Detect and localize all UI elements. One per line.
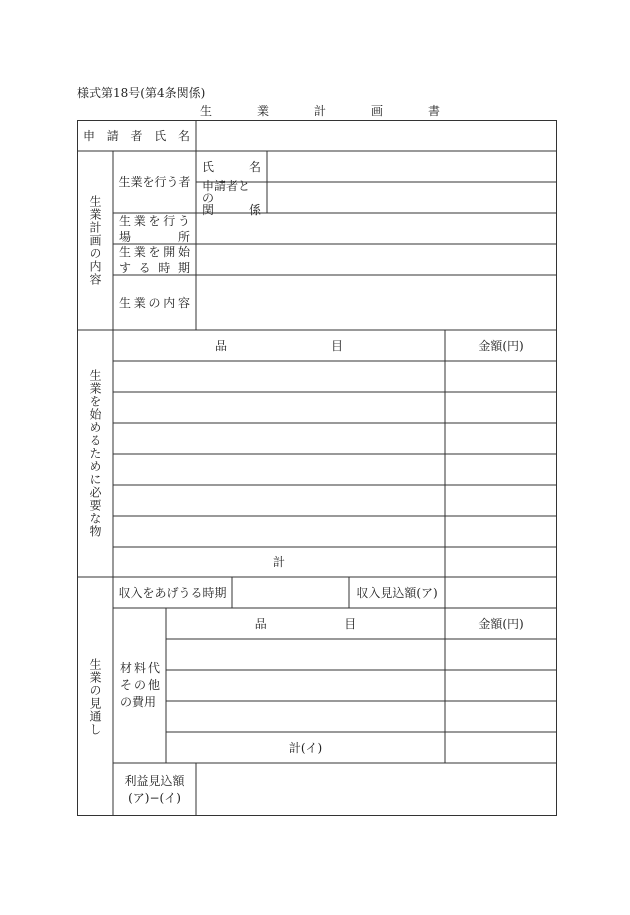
business-place-field[interactable]	[196, 213, 557, 244]
income-period-field[interactable]	[232, 577, 349, 608]
label-char: 生	[119, 213, 132, 228]
profit-estimate-field[interactable]	[196, 763, 557, 816]
label-char: る	[138, 260, 151, 275]
label-char: 申	[83, 128, 96, 143]
applicant-name-label	[77, 120, 196, 151]
applicant-name-field[interactable]	[196, 120, 557, 151]
business-place-label	[113, 213, 196, 244]
needs-amount-field[interactable]	[445, 454, 557, 485]
cost-amount-field[interactable]	[445, 670, 557, 701]
relation-field[interactable]	[267, 182, 557, 213]
cost-amount-field[interactable]	[445, 701, 557, 732]
label-char: 場	[119, 229, 132, 244]
title-char: 計	[313, 104, 326, 118]
label-char: 関	[202, 202, 215, 217]
label-char: 係	[248, 202, 261, 217]
label-char: 品	[254, 616, 267, 631]
cost-total-field[interactable]	[445, 732, 557, 763]
start-line1	[119, 246, 190, 258]
materials-line: の費用	[120, 695, 157, 709]
place-line1	[119, 215, 190, 227]
needs-item-field[interactable]	[113, 454, 445, 485]
needs-item-field[interactable]	[113, 361, 445, 392]
document-title	[200, 102, 440, 120]
label-char: 目	[330, 338, 343, 353]
label-char: 容	[177, 295, 190, 310]
title-char: 生	[200, 104, 213, 118]
needs-amount-field[interactable]	[445, 485, 557, 516]
outlook-section-label: 生業の見通し	[88, 657, 102, 736]
label-char: の	[148, 295, 161, 310]
label-char: 品	[214, 338, 227, 353]
label-char: 生	[119, 295, 132, 310]
needs-item-field[interactable]	[113, 423, 445, 454]
label-char: を	[148, 244, 161, 259]
materials-line: 材料代	[120, 661, 163, 675]
label-char: を	[148, 213, 161, 228]
income-period-label: 収入をあげうる時期	[118, 585, 227, 600]
needs-item-field[interactable]	[113, 392, 445, 423]
label-char: 所	[177, 229, 190, 244]
relation-label	[196, 178, 267, 217]
label-char: 期	[177, 260, 190, 275]
title-char: 画	[370, 104, 383, 118]
outlook-amount-header: 金額(円)	[478, 616, 524, 631]
relation-line1: 申請者との	[202, 178, 251, 205]
form-reference: 様式第18号(第4条関係)	[77, 86, 206, 100]
label-char: 行	[163, 213, 176, 228]
needs-amount-field[interactable]	[445, 516, 557, 547]
performer-name-field[interactable]	[267, 151, 557, 182]
income-estimate-label: 収入見込額(ア)	[356, 585, 438, 600]
label-char: 請	[106, 128, 119, 143]
profit-line: (ア)−(イ)	[128, 790, 181, 805]
needs-item-field[interactable]	[113, 485, 445, 516]
profit-line: 利益見込額	[124, 773, 185, 788]
needs-amount-field[interactable]	[445, 361, 557, 392]
cost-total-label: 計(イ)	[288, 740, 323, 755]
start-period-field[interactable]	[196, 244, 557, 275]
plan-section-header	[77, 151, 113, 330]
needs-amount-field[interactable]	[445, 423, 557, 454]
outlook-section-header	[77, 577, 113, 816]
business-plan-form	[77, 120, 557, 816]
business-content-label	[113, 275, 196, 330]
place-line2	[119, 231, 190, 243]
needs-item-field[interactable]	[113, 516, 445, 547]
label-char: 名	[248, 159, 261, 174]
needs-total-label: 計	[272, 555, 285, 569]
label-char: う	[177, 213, 190, 228]
label-char: 氏	[154, 128, 167, 143]
label-char: 目	[344, 616, 357, 631]
needs-section-header	[77, 330, 113, 577]
outlook-item-header	[166, 608, 445, 639]
start-line2	[119, 262, 190, 274]
plan-section-label: 生業計画の内容	[88, 195, 102, 286]
needs-item-header	[113, 330, 445, 361]
label-char: 者	[130, 128, 143, 143]
needs-amount-header: 金額(円)	[478, 338, 524, 353]
cost-item-field[interactable]	[166, 670, 445, 701]
cost-item-field[interactable]	[166, 639, 445, 670]
materials-cost-label	[113, 608, 166, 763]
cost-amount-field[interactable]	[445, 639, 557, 670]
performer-name-label	[196, 151, 267, 182]
title-char: 書	[427, 104, 440, 118]
label-char: 生	[119, 244, 132, 259]
materials-line: その他	[120, 678, 163, 692]
label-char: 名	[177, 128, 190, 143]
label-char: 内	[163, 295, 176, 310]
needs-total-field[interactable]	[445, 547, 557, 577]
start-period-label	[113, 244, 196, 275]
label-char: 時	[158, 260, 171, 275]
label-char: 業	[133, 213, 146, 228]
performer-label: 生業を行う者	[118, 175, 191, 189]
label-char: 業	[133, 295, 146, 310]
label-char: 始	[177, 244, 190, 259]
label-char: す	[119, 260, 132, 275]
title-char: 業	[256, 104, 269, 118]
label-char: 開	[163, 244, 176, 259]
label-char: 氏	[202, 159, 215, 174]
profit-estimate-label	[113, 763, 196, 816]
cost-item-field[interactable]	[166, 701, 445, 732]
label-char: 業	[133, 244, 146, 259]
business-content-field[interactable]	[196, 275, 557, 330]
needs-amount-field[interactable]	[445, 392, 557, 423]
income-estimate-field[interactable]	[445, 577, 557, 608]
needs-section-label: 生業を始めるために必要な物	[88, 369, 102, 538]
